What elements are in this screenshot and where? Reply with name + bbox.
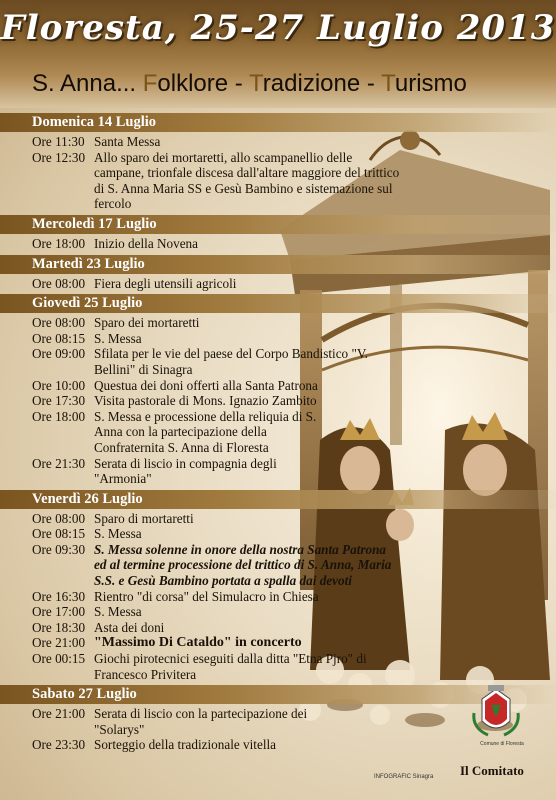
subtitle-part: radizione - [262, 70, 382, 97]
header-banner [0, 0, 556, 108]
item-time: Ore 21:00 [32, 635, 86, 651]
schedule-item [0, 651, 556, 682]
item-description: Serata di liscio con la partecipazione dei "Solarys" [94, 706, 308, 737]
schedule-item [0, 542, 556, 589]
subtitle-part: T [249, 70, 263, 97]
schedule-item [0, 620, 556, 636]
item-time: Ore 00:15 [32, 651, 86, 667]
item-time: Ore 08:00 [32, 275, 86, 291]
schedule-item [0, 236, 556, 252]
day-header: Venerdì 26 Luglio [0, 490, 556, 509]
poster-subtitle [32, 70, 467, 98]
subtitle-part: olklore - [157, 70, 250, 97]
item-description: S. Messa [94, 526, 142, 542]
item-time: Ore 21:30 [32, 455, 86, 471]
item-description: Sfilata per le vie del paese del Corpo Bandistico "V. Bellini" di Sinagra [94, 346, 368, 377]
item-time: Ore 17:30 [32, 393, 86, 409]
schedule-item [0, 315, 556, 331]
item-description: Questua dei doni offerti alla Santa Patrona [94, 377, 318, 393]
subtitle-part: T [381, 70, 395, 97]
item-time: Ore 21:00 [32, 706, 86, 722]
schedule-item [0, 378, 556, 394]
item-time: Ore 18:00 [32, 408, 86, 424]
item-time: Ore 09:30 [32, 541, 86, 557]
item-time: Ore 10:00 [32, 377, 86, 393]
schedule-item [0, 409, 556, 456]
day-header: Martedì 23 Luglio [0, 255, 556, 274]
item-description: Sparo dei mortaretti [94, 315, 200, 331]
item-description: Santa Messa [94, 134, 161, 149]
item-time: Ore 08:00 [32, 315, 86, 331]
schedule-item [0, 134, 556, 150]
item-time: Ore 23:30 [32, 737, 86, 753]
item-time: Ore 12:30 [32, 149, 86, 165]
schedule-item [0, 526, 556, 542]
item-time: Ore 08:15 [32, 330, 86, 346]
schedule-item [0, 635, 556, 651]
item-time: Ore 18:30 [32, 619, 86, 635]
poster-title: Floresta, 25-27 Luglio 2013 [0, 8, 556, 48]
schedule-list [0, 110, 556, 753]
signature: Il Comitato [460, 763, 524, 778]
item-description: Visita pastorale di Mons. Ignazio Zambito [94, 393, 317, 409]
item-description: Serata di liscio in compagnia degli "Armonia" [94, 455, 277, 487]
schedule-item [0, 589, 556, 605]
item-description: Sorteggio della tradizionale vitella [94, 737, 276, 753]
schedule-item [0, 276, 556, 292]
day-header: Giovedì 25 Luglio [0, 294, 556, 313]
day-header: Mercoledì 17 Luglio [0, 215, 556, 234]
comune-label: Comune di Floresta [480, 741, 524, 747]
item-time: Ore 17:00 [32, 604, 86, 620]
item-description: S. Messa e processione della reliquia di S. Anna con la partecipazione della Confraternita S. Anna di Floresta [94, 408, 317, 455]
subtitle-part: F [142, 70, 158, 97]
item-description: Inizio della Novena [94, 235, 198, 251]
item-description: "Massimo Di Cataldo" in concerto [94, 635, 302, 651]
item-time: Ore 16:30 [32, 588, 86, 604]
item-description: Asta dei doni [94, 619, 165, 635]
item-description: Rientro "di corsa" del Simulacro in Chiesa [94, 588, 319, 604]
day-header: Sabato 27 Luglio [0, 685, 556, 704]
schedule-item [0, 150, 556, 212]
item-description: S. Messa [94, 330, 142, 346]
item-time: Ore 18:00 [32, 235, 86, 251]
schedule-item [0, 393, 556, 409]
item-time: Ore 08:15 [32, 526, 86, 542]
subtitle-part: S. Anna... [32, 70, 143, 97]
schedule-item [0, 511, 556, 527]
item-time: Ore 08:00 [32, 510, 86, 526]
comune-coat-of-arms [468, 683, 524, 743]
schedule-item [0, 331, 556, 347]
subtitle-part: urismo [394, 70, 467, 97]
day-header: Domenica 14 Luglio [0, 113, 556, 132]
item-description: S. Messa solenne in onore della nostra Santa Patrona ed al termine processione del trittico di S. Anna, Maria S.S. e Gesù Bambino portata a spalla dai devoti [94, 541, 392, 589]
item-description: Sparo di mortaretti [94, 510, 194, 526]
schedule-item [0, 456, 556, 487]
item-description: Fiera degli utensili agricoli [94, 275, 237, 291]
item-description: Allo sparo dei mortaretti, allo scampanellio delle campane, trionfale discesa dall'altare maggiore del trittico di S. Anna Maria SS e Gesù Bambino e sistemazione sul fercolo [94, 149, 400, 212]
schedule-item [0, 604, 556, 620]
item-description: S. Messa [94, 604, 142, 620]
item-time: Ore 11:30 [32, 134, 85, 149]
item-description: Giochi pirotecnici eseguiti dalla ditta "Etna Pjro" di Francesco Privitera [94, 651, 367, 682]
printer-credit: INFOGRAFIC Sinagra [374, 774, 434, 780]
item-time: Ore 09:00 [32, 346, 86, 362]
schedule-item [0, 346, 556, 377]
